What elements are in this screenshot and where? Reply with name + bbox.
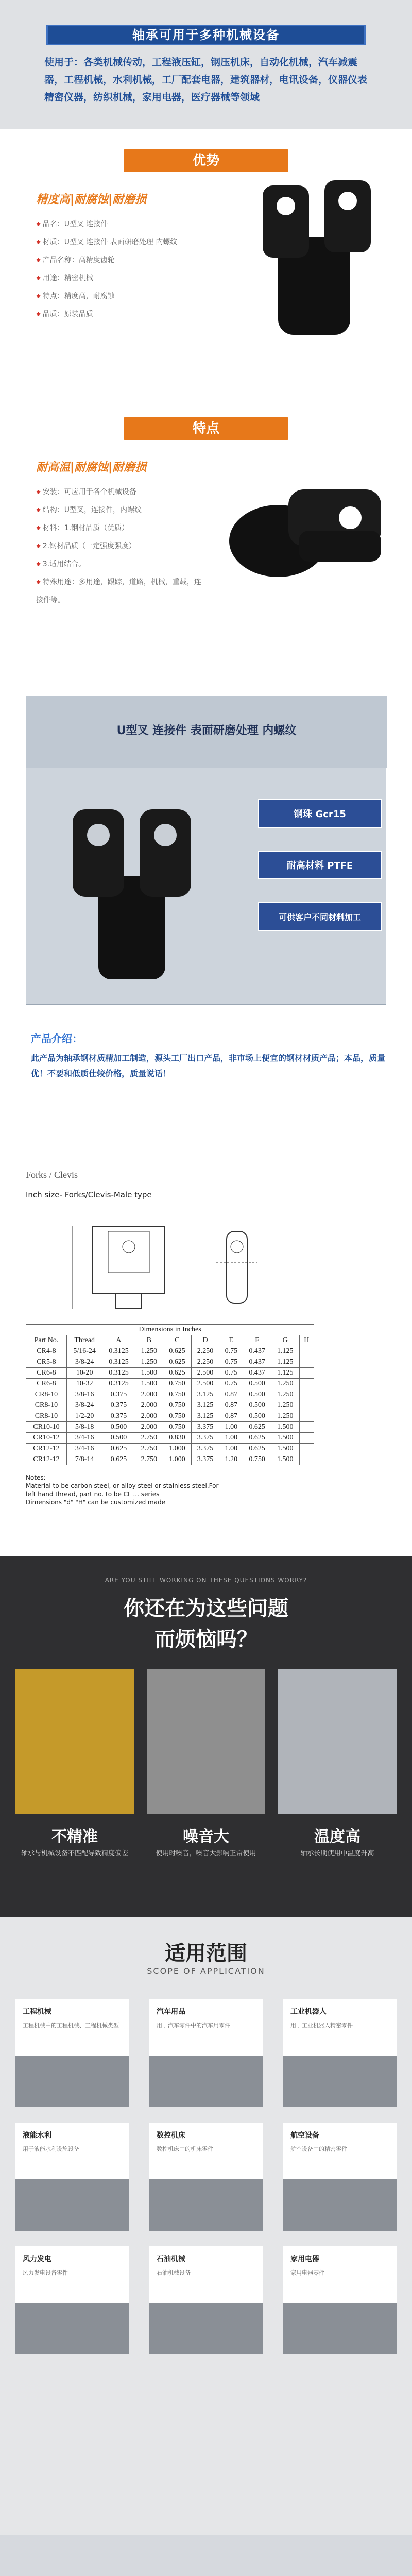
card-title: 工业机器人 xyxy=(290,2008,327,2016)
table-cell: 2.000 xyxy=(135,1411,163,1422)
spec-notes xyxy=(26,1473,218,1506)
table-header: A xyxy=(102,1335,135,1346)
card-image xyxy=(15,2303,129,2354)
table-cell: 2.000 xyxy=(135,1422,163,1433)
scope-section xyxy=(0,1917,412,2535)
clevis-image-3 xyxy=(42,789,227,985)
feature-bullets xyxy=(36,483,206,609)
card-image xyxy=(283,2056,397,2107)
table-header: H xyxy=(299,1335,314,1346)
scope-card xyxy=(149,2123,263,2231)
page-title: 轴承可用于多种机械设备 xyxy=(46,25,366,45)
table-cell: 0.3125 xyxy=(102,1368,135,1379)
scope-card xyxy=(15,1999,129,2107)
table-cell: 0.437 xyxy=(243,1346,271,1357)
table-cell: 0.625 xyxy=(102,1454,135,1465)
table-cell: CR8-10 xyxy=(26,1400,67,1411)
reasons-section xyxy=(0,2535,412,2576)
table-cell: 0.437 xyxy=(243,1357,271,1368)
table-header: Thread xyxy=(66,1335,102,1346)
spec-table xyxy=(26,1324,314,1465)
card-image xyxy=(15,2056,129,2107)
table-cell: 10-32 xyxy=(66,1379,102,1389)
product-intro-title: 产品介绍： xyxy=(31,1032,82,1045)
table-cell: 0.375 xyxy=(102,1389,135,1400)
card-title: 家用电器 xyxy=(290,2255,319,2263)
table-row xyxy=(26,1379,314,1389)
list-item: ✱ 2.钢材品质（一定强度强度） xyxy=(36,537,206,555)
table-cell: 0.500 xyxy=(102,1422,135,1433)
table-cell: 10-20 xyxy=(66,1368,102,1379)
table-cell: 3.125 xyxy=(191,1411,219,1422)
table-cell: 0.500 xyxy=(102,1433,135,1444)
scope-card xyxy=(149,1999,263,2107)
table-cell: 0.3125 xyxy=(102,1346,135,1357)
table-cell: 0.750 xyxy=(163,1400,192,1411)
note-line: left hand thread, part no. to be CL ... series xyxy=(26,1490,160,1498)
table-row xyxy=(26,1422,314,1433)
card-desc: 航空设备中的精密零件 xyxy=(290,2146,347,2153)
table-cell: 2.500 xyxy=(191,1368,219,1379)
table-cell: 0.87 xyxy=(219,1400,243,1411)
table-cell: 3.375 xyxy=(191,1422,219,1433)
card-title: 航空设备 xyxy=(290,2131,319,2140)
list-item: ✱ 结构：U型叉，连接件，内螺纹 xyxy=(36,501,206,519)
table-cell: 3/4-16 xyxy=(66,1444,102,1454)
clevis-image-2 xyxy=(227,459,391,592)
clevis-drawing xyxy=(62,1211,350,1314)
table-cell: 0.625 xyxy=(243,1444,271,1454)
table-cell: 2.000 xyxy=(135,1389,163,1400)
table-cell: 0.500 xyxy=(243,1389,271,1400)
table-cell: 0.3125 xyxy=(102,1379,135,1389)
table-header: C xyxy=(163,1335,192,1346)
clevis-image-1 xyxy=(247,170,381,335)
table-cell: 2.750 xyxy=(135,1433,163,1444)
note-line: Material to be carbon steel, or alloy steel or stainless steel.For xyxy=(26,1482,219,1489)
advantage-ribbon: 优势 xyxy=(124,149,288,172)
card-title: 石油机械 xyxy=(157,2255,185,2263)
scope-en: SCOPE OF APPLICATION xyxy=(147,1966,265,1976)
table-cell: 5/16-24 xyxy=(66,1346,102,1357)
table-cell: 1.250 xyxy=(135,1346,163,1357)
table-cell: 1.250 xyxy=(135,1357,163,1368)
scope-card xyxy=(283,2123,397,2231)
table-header: Part No. xyxy=(26,1335,67,1346)
table-cell: CR10-10 xyxy=(26,1422,67,1433)
header-section xyxy=(0,0,412,129)
scope-card xyxy=(15,2246,129,2354)
table-cell: 0.625 xyxy=(243,1433,271,1444)
note-line: Notes: xyxy=(26,1474,46,1481)
advantage-section xyxy=(0,129,412,685)
worry-title-1: 你还在为这些问题 xyxy=(124,1597,288,1620)
spec-dim-title: Dimensions in Inches xyxy=(26,1325,314,1335)
list-item: ✱ 特殊用途：多用途，跟踪，道路，机械，重载，连接件等。 xyxy=(36,573,206,609)
table-cell: 0.750 xyxy=(243,1454,271,1465)
table-cell: 5/8-18 xyxy=(66,1422,102,1433)
table-cell: 3.375 xyxy=(191,1454,219,1465)
worry-item-desc: 使用时噪音，噪音大影响正常使用 xyxy=(156,1850,256,1857)
table-cell: 0.87 xyxy=(219,1411,243,1422)
card-title: 工程机械 xyxy=(23,2008,52,2016)
table-cell: CR12-12 xyxy=(26,1444,67,1454)
table-header: F xyxy=(243,1335,271,1346)
table-cell: 1.250 xyxy=(271,1389,299,1400)
panel-header-text: U型叉 连接件 表面研磨处理 内螺纹 xyxy=(116,724,297,737)
panel-header xyxy=(26,696,387,768)
table-cell: 2.000 xyxy=(135,1400,163,1411)
table-header: G xyxy=(271,1335,299,1346)
list-item: ✱ 安装：可应用于各个机械设备 xyxy=(36,483,206,501)
scope-card xyxy=(283,1999,397,2107)
table-row xyxy=(26,1433,314,1444)
table-cell: 0.625 xyxy=(163,1368,192,1379)
worry-en: ARE YOU STILL WORKING ON THESE QUESTIONS WORRY? xyxy=(105,1577,307,1584)
worry-title-2: 而烦恼吗？ xyxy=(154,1628,258,1651)
spec-sheet xyxy=(0,1154,412,1515)
note-line: Dimensions "d" "H" can be customized made xyxy=(26,1499,166,1506)
worry-section xyxy=(0,1556,412,1917)
table-cell: CR6-8 xyxy=(26,1379,67,1389)
table-cell: 1.500 xyxy=(135,1368,163,1379)
worry-item-title: 噪音大 xyxy=(183,1828,229,1846)
table-cell: 1.125 xyxy=(271,1357,299,1368)
table-cell: 0.375 xyxy=(102,1411,135,1422)
card-desc: 家用电器零件 xyxy=(290,2269,324,2276)
card-desc: 风力发电设备零件 xyxy=(23,2269,68,2276)
table-cell: 1.125 xyxy=(271,1346,299,1357)
excavator-image xyxy=(15,1669,134,1814)
table-cell: 3.375 xyxy=(191,1444,219,1454)
table-cell: 0.500 xyxy=(243,1411,271,1422)
table-cell: 3/8-24 xyxy=(66,1357,102,1368)
table-row xyxy=(26,1357,314,1368)
table-cell: 3.125 xyxy=(191,1400,219,1411)
worry-item-desc: 轴承与机械设备不匹配导致精度偏差 xyxy=(21,1850,128,1857)
table-cell: CR6-8 xyxy=(26,1368,67,1379)
table-cell: CR5-8 xyxy=(26,1357,67,1368)
card-title: 液能水利 xyxy=(23,2131,52,2140)
table-cell: 0.750 xyxy=(163,1422,192,1433)
scope-card xyxy=(15,2123,129,2231)
table-cell: 1.250 xyxy=(271,1411,299,1422)
table-row xyxy=(26,1346,314,1357)
table-row xyxy=(26,1444,314,1454)
card-desc: 石油机械设备 xyxy=(157,2269,191,2276)
table-cell: 3/8-24 xyxy=(66,1400,102,1411)
list-item: ✱ 特点：精度高，耐腐蚀 xyxy=(36,287,206,306)
worry-item-title: 温度高 xyxy=(314,1828,360,1846)
table-cell: 0.625 xyxy=(163,1346,192,1357)
table-cell: CR10-12 xyxy=(26,1433,67,1444)
table-cell: 0.750 xyxy=(163,1411,192,1422)
table-cell: 0.75 xyxy=(219,1346,243,1357)
table-cell: 3.375 xyxy=(191,1433,219,1444)
list-item: ✱ 材质：U型叉 连接件 表面研磨处理 内螺纹 xyxy=(36,233,206,251)
table-cell: 0.830 xyxy=(163,1433,192,1444)
material-pill-1: 钢珠 Gcr15 xyxy=(258,799,382,828)
scope-card xyxy=(283,2246,397,2354)
card-desc: 工程机械中的工程机械、工程机械类型 xyxy=(23,2022,119,2029)
scope-title: 适用范围 xyxy=(165,1942,247,1965)
table-cell: 2.250 xyxy=(191,1346,219,1357)
table-cell: 2.750 xyxy=(135,1454,163,1465)
card-title: 数控机床 xyxy=(157,2131,185,2140)
spec-subtitle: Inch size- Forks/Clevis-Male type xyxy=(26,1190,152,1199)
table-cell: 3.125 xyxy=(191,1389,219,1400)
card-title: 汽车用品 xyxy=(157,2008,185,2016)
list-item: ✱ 材料：1.钢材品质（优质） xyxy=(36,519,206,537)
advantage-bullets xyxy=(36,215,206,324)
table-cell: 1.00 xyxy=(219,1444,243,1454)
table-cell: 0.75 xyxy=(219,1368,243,1379)
table-cell: 2.250 xyxy=(191,1357,219,1368)
table-header: E xyxy=(219,1335,243,1346)
table-cell: 0.750 xyxy=(163,1379,192,1389)
material-pill-2: 耐高材料 PTFE xyxy=(258,851,382,879)
table-cell: 0.375 xyxy=(102,1400,135,1411)
table-header: B xyxy=(135,1335,163,1346)
card-desc: 用于液能水利设施设备 xyxy=(23,2146,79,2153)
card-image xyxy=(149,2303,263,2354)
table-cell: 0.75 xyxy=(219,1379,243,1389)
table-cell: 1.000 xyxy=(163,1454,192,1465)
table-cell: 0.75 xyxy=(219,1357,243,1368)
table-row xyxy=(26,1411,314,1422)
table-cell: 0.3125 xyxy=(102,1357,135,1368)
table-cell: 1.500 xyxy=(135,1379,163,1389)
table-cell: 1.250 xyxy=(271,1379,299,1389)
table-cell: 3/4-16 xyxy=(66,1433,102,1444)
table-cell: 0.625 xyxy=(243,1422,271,1433)
table-cell: 7/8-14 xyxy=(66,1454,102,1465)
table-cell: 0.500 xyxy=(243,1379,271,1389)
product-intro-text: 此产品为轴承钢材质精加工制造，源头工厂出口产品，非市场上便宜的钢材材质产品；本品，质量优！不要和低质仕较价格，质量说话！ xyxy=(31,1053,386,1078)
table-cell: 1.500 xyxy=(271,1454,299,1465)
usage-intro: 使用于：各类机械传动，工程液压缸，钢压机床，自动化机械，汽车减震器，工程机械，水利机械，工厂配套电器，建筑器材，电讯设备，仪器仪表精密仪器，纺织机械，家用电器，医疗器械等领域 xyxy=(44,57,368,103)
table-cell: 2.500 xyxy=(191,1379,219,1389)
table-row xyxy=(26,1454,314,1465)
table-cell: CR8-10 xyxy=(26,1389,67,1400)
table-cell: 0.87 xyxy=(219,1389,243,1400)
table-cell: 2.750 xyxy=(135,1444,163,1454)
scope-card xyxy=(149,2246,263,2354)
list-item: ✱ 3.适用结合。 xyxy=(36,555,206,573)
table-cell: 1.500 xyxy=(271,1422,299,1433)
table-row xyxy=(26,1368,314,1379)
product-panel xyxy=(26,696,386,1005)
advantage-tag: 精度高|耐腐蚀|耐磨损 xyxy=(36,193,147,206)
card-desc: 数控机床中的机床零件 xyxy=(157,2146,213,2153)
feature-tag: 耐高温|耐腐蚀|耐磨损 xyxy=(36,461,147,474)
card-title: 风力发电 xyxy=(23,2255,52,2263)
table-row xyxy=(26,1400,314,1411)
table-cell: 0.500 xyxy=(243,1400,271,1411)
table-row xyxy=(26,1389,314,1400)
table-cell: CR12-12 xyxy=(26,1454,67,1465)
table-cell: 1/2-20 xyxy=(66,1411,102,1422)
feature-ribbon: 特点 xyxy=(124,417,288,440)
card-image xyxy=(149,2056,263,2107)
card-image xyxy=(283,2179,397,2231)
card-desc: 用于工业机器人精密零件 xyxy=(290,2022,353,2029)
product-intro xyxy=(31,1030,391,1081)
worry-item-title: 不精准 xyxy=(52,1828,98,1846)
table-cell: 0.750 xyxy=(163,1389,192,1400)
list-item: ✱ 品名：U型叉 连接件 xyxy=(36,215,206,233)
card-desc: 用于汽车零件中的汽车用零件 xyxy=(157,2022,230,2029)
table-cell: 3/8-16 xyxy=(66,1389,102,1400)
table-cell: 1.125 xyxy=(271,1368,299,1379)
card-image xyxy=(15,2179,129,2231)
list-item: ✱ 用途：精密机械 xyxy=(36,269,206,287)
table-cell: 1.000 xyxy=(163,1444,192,1454)
table-cell: 0.625 xyxy=(163,1357,192,1368)
card-image xyxy=(149,2179,263,2231)
material-pill-3: 可供客户不同材料加工 xyxy=(258,902,382,931)
table-cell: CR8-10 xyxy=(26,1411,67,1422)
table-cell: 1.00 xyxy=(219,1433,243,1444)
table-cell: 1.500 xyxy=(271,1433,299,1444)
table-cell: CR4-8 xyxy=(26,1346,67,1357)
worry-item-desc: 轴承长期使用中温度升高 xyxy=(300,1850,374,1857)
spec-brand: Forks / Clevis xyxy=(26,1170,78,1180)
table-cell: 0.625 xyxy=(102,1444,135,1454)
card-image xyxy=(283,2303,397,2354)
table-cell: 1.00 xyxy=(219,1422,243,1433)
table-cell: 1.20 xyxy=(219,1454,243,1465)
table-cell: 1.250 xyxy=(271,1400,299,1411)
bearing-image xyxy=(278,1669,397,1814)
noise-image xyxy=(147,1669,265,1814)
table-header: D xyxy=(191,1335,219,1346)
list-item: ✱ 品质：原装品质 xyxy=(36,306,206,324)
table-cell: 1.500 xyxy=(271,1444,299,1454)
list-item: ✱ 产品名称：高精度齿轮 xyxy=(36,251,206,269)
table-cell: 0.437 xyxy=(243,1368,271,1379)
